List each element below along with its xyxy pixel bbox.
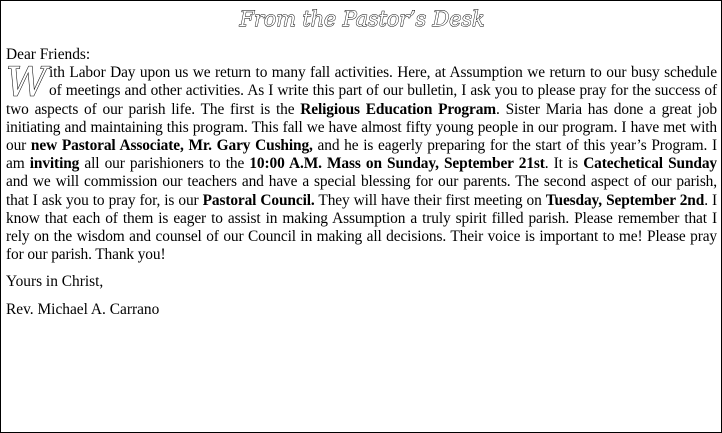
letter-text: and he is eagerly preparing for the start of this year’s Program. I am [6,137,717,173]
letter-text: ith Labor Day upon us we return to many fall activities. Here, at Assumption we return to our busy schedule of meetings and other activities. As I write this part of our bulletin, I ask you to please pray for the success of two aspects of our parish life. The first is the [6,64,717,118]
letter-text: . Sister Maria has done a great job initiating and maintaining this program. This fall we have almost fifty young people in our program. I have met with our [6,100,717,155]
letter-text: . It is [544,155,584,173]
letter-text: and we will commission our teachers and have a special blessing for our parents. The second aspect of our parish, that I ask you to pray for, is our [6,173,717,209]
letter-emphasis: Religious Education Program [300,100,496,118]
drop-cap: W [6,60,47,107]
signature: Rev. Michael A. Carrano [6,300,160,318]
letter-emphasis: Catechetical Sunday [583,155,718,173]
letter-text: . I know that each of them is eager to assist in making Assumption a truly spirit filled parish. Please remember that I rely on the wisdom and counsel of our Council in making all decisions. Their voice is important to me! Please pray for our parish. Thank you! [6,191,717,264]
greeting: Dear Friends: [6,46,91,63]
letter-paragraph [6,60,718,264]
page-title: From the Pastor’s Desk [239,7,485,31]
letter-text: all our parishioners to the [79,155,250,173]
letter-emphasis: Pastoral Council. [202,191,315,209]
letter-text: They will have their first meeting on [314,191,546,209]
letter-emphasis: 10:00 A.M. Mass on Sunday, September 21st [249,155,545,173]
letter-body [6,46,717,319]
letter-emphasis: inviting [29,155,80,173]
letter-emphasis: Tuesday, September 2nd [545,191,705,209]
closing: Yours in Christ, [6,273,104,291]
letter-emphasis: new Pastoral Associate, Mr. Gary Cushing, [30,137,313,155]
